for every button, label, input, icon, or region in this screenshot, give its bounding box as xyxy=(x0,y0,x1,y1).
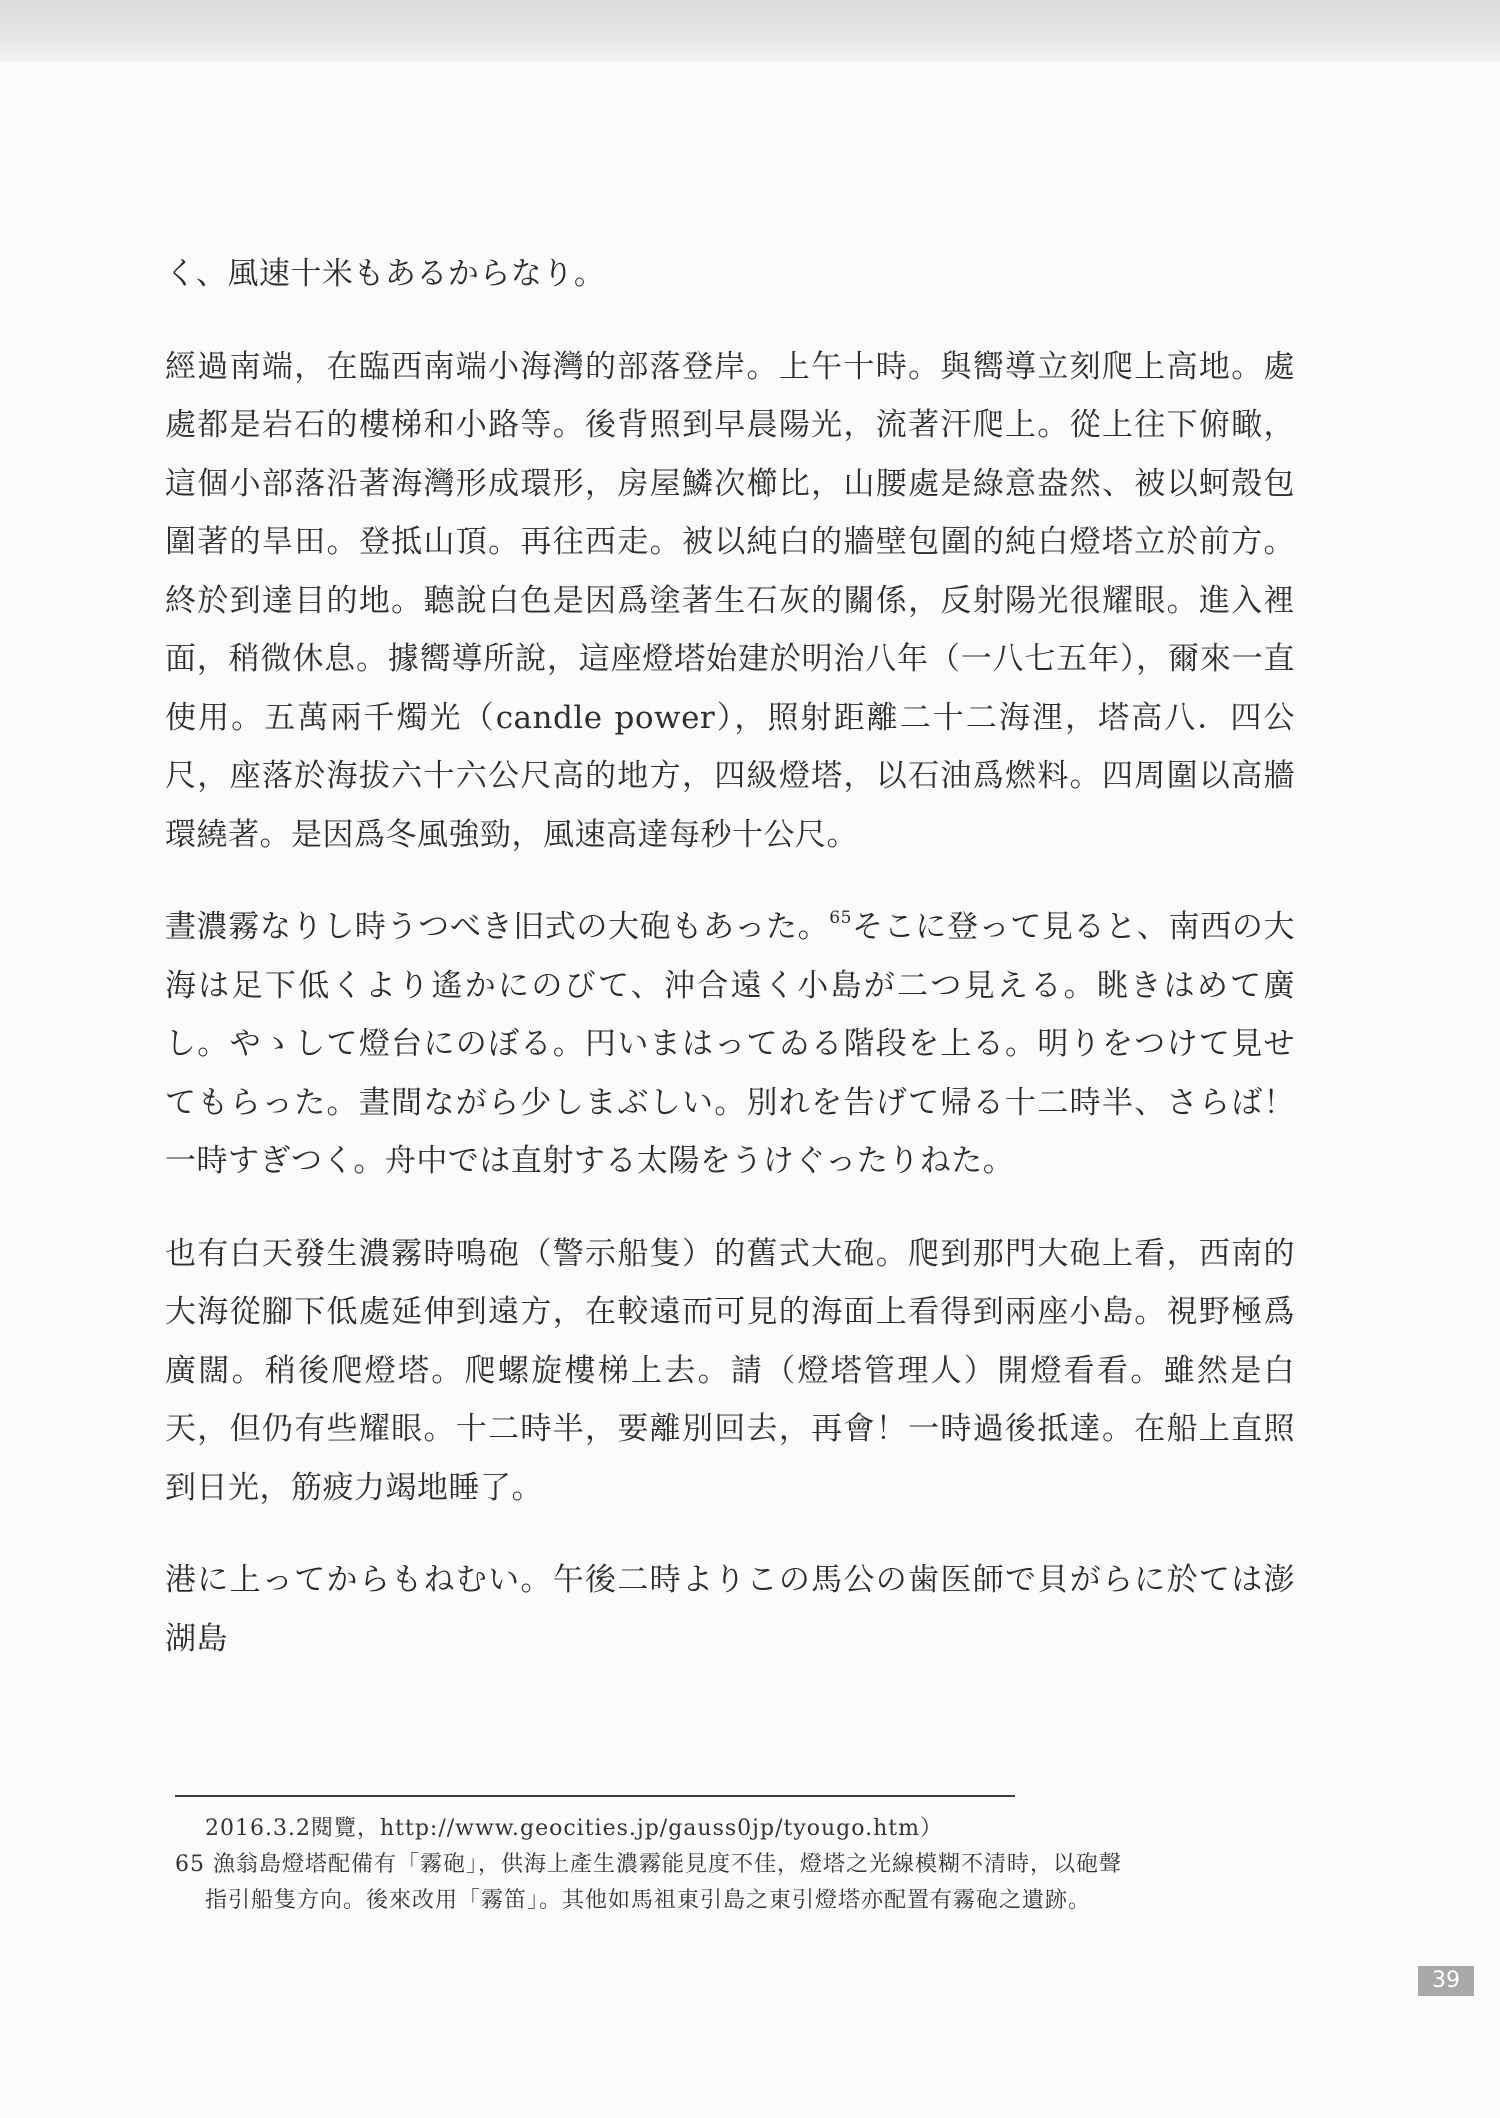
body-text xyxy=(165,245,1295,1668)
footnote-divider xyxy=(175,1795,1015,1797)
footnote-65-line-1: 65 漁翁島燈塔配備有「霧砲」，供海上產生濃霧能見度不佳，燈塔之光線模糊不清時，以砲聲 xyxy=(175,1852,1122,1877)
page-number: 39 xyxy=(1418,1966,1474,1996)
scan-top-shadow xyxy=(0,0,1500,62)
footnote-continuation: 2016.3.2閱覽，http://www.geocities.jp/gauss0jp/tyougo.htm） xyxy=(205,1816,943,1841)
footnote-ref-65[interactable]: 65 xyxy=(829,908,852,928)
paragraph-jp-3: 港に上ってからもねむい。午後二時よりこの馬公の歯医師で貝がらに於ては澎湖島 xyxy=(165,1562,1295,1657)
paragraph-jp-1: く、風速十米もあるからなり。 xyxy=(165,256,606,292)
paragraph-zh-2: 也有白天發生濃霧時鳴砲（警示船隻）的舊式大砲。爬到那門大砲上看，西南的大海從腳下低處延伸到遠方，在較遠而可見的海面上看得到兩座小島。視野極爲廣闊。稍後爬燈塔。爬螺旋樓梯上去。請（燈塔管理人）開燈看看。雖然是白天，但仍有些耀眼。十二時半，要離別回去，再會！一時過後抵達。在船上直照到日光，筋疲力竭地睡了。 xyxy=(165,1235,1295,1506)
paragraph-jp-2-before: 晝濃霧なりし時うつべき旧式の大砲もあった。 xyxy=(165,909,830,945)
footnotes xyxy=(175,1795,1305,1919)
footnote-65-line-2: 指引船隻方向。後來改用「霧笛」。其他如馬祖東引島之東引燈塔亦配置有霧砲之遺跡。 xyxy=(205,1888,1092,1913)
paragraph-zh-1: 經過南端，在臨西南端小海灣的部落登岸。上午十時。與嚮導立刻爬上高地。處處都是岩石的樓梯和小路等。後背照到早晨陽光，流著汗爬上。從上往下俯瞰，這個小部落沿著海灣形成環形，房屋鱗次櫛比，山腰處是綠意盎然、被以蚵殼包圍著的旱田。登抵山頂。再往西走。被以純白的牆壁包圍的純白燈塔立於前方。終於到達目的地。聽說白色是因爲塗著生石灰的關係，反射陽光很耀眼。進入裡面，稍微休息。據嚮導所說，這座燈塔始建於明治八年（一八七五年），爾來一直使用。五萬兩千燭光（candle power），照射距離二十二海浬，塔高八．四公尺，座落於海拔六十六公尺高的地方，四級燈塔，以石油爲燃料。四周圍以高牆環繞著。是因爲冬風強勁，風速高達每秒十公尺。 xyxy=(165,348,1295,853)
paragraph-jp-2 xyxy=(165,898,1295,1191)
paragraph-jp-2-after: そこに登って見ると、南西の大海は足下低くより遙かにのびて、沖合遠く小島が二つ見える。眺きはめて廣し。やゝして燈台にのぼる。円いまはってゐる階段を上る。明りをつけて見せてもらった。晝間ながら少しまぶしい。別れを告げて帰る十二時半、さらば！一時すぎつく。舟中では直射する太陽をうけぐったりねた。 xyxy=(165,909,1295,1179)
